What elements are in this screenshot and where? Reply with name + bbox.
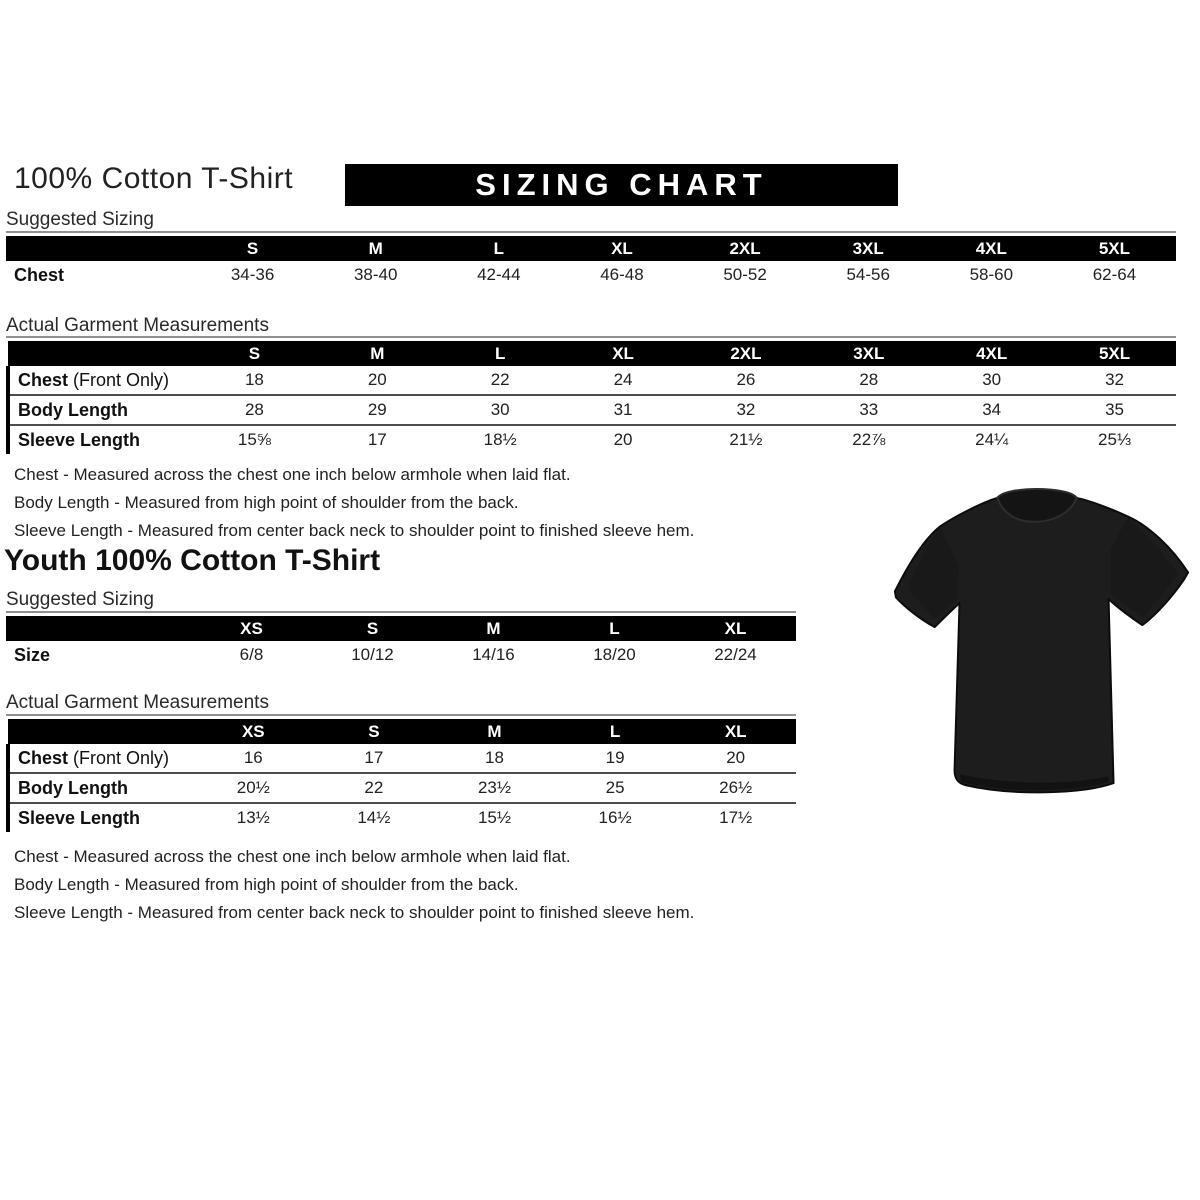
size-cell: 25⅓ (1098, 430, 1132, 449)
size-cell: 22/24 (714, 645, 757, 664)
size-cell: 15½ (477, 808, 512, 827)
size-cell: 18 (485, 748, 504, 767)
adult-suggested-table (6, 236, 1176, 289)
size-cell: 58-60 (969, 265, 1014, 284)
adult-suggested-sizing-label: Suggested Sizing (6, 209, 154, 230)
adult-actual-table-wrap (6, 336, 1176, 454)
size-cell: 26 (736, 370, 756, 389)
youth-suggested-sizing-label: Suggested Sizing (6, 589, 154, 610)
size-cell: 19 (605, 748, 625, 767)
corner-cell (8, 719, 193, 744)
row-label: Chest (14, 264, 65, 285)
size-cell: 22 (490, 370, 510, 389)
column-header: S (191, 236, 314, 261)
youth-measurement-notes (14, 843, 694, 927)
row-label: Chest (Front Only) (8, 366, 193, 395)
size-cell: 20 (367, 370, 387, 389)
row-label: Size (14, 644, 51, 665)
column-header: M (433, 616, 554, 641)
column-header: L (555, 719, 676, 744)
column-header: 5XL (1053, 341, 1176, 366)
column-header: S (193, 341, 316, 366)
size-cell: 42-44 (477, 265, 521, 284)
note-line: Body Length - Measured from high point of shoulder from the back. (14, 875, 519, 894)
column-header: 3XL (807, 341, 930, 366)
size-cell: 28 (244, 400, 264, 419)
note-line: Sleeve Length - Measured from center back neck to shoulder point to finished sleeve hem. (14, 521, 695, 540)
size-cell: 20 (726, 748, 746, 767)
size-cell: 16½ (598, 808, 632, 827)
size-cell: 32 (736, 400, 756, 419)
table-row (8, 803, 796, 832)
adult-suggested-table-wrap (6, 231, 1176, 289)
adult-measurement-notes (14, 461, 694, 545)
size-cell: 14½ (357, 808, 391, 827)
adult-actual-measurements-label: Actual Garment Measurements (6, 315, 269, 336)
table-row (8, 773, 796, 803)
column-header: S (314, 719, 435, 744)
size-cell: 62-64 (1092, 265, 1137, 284)
size-cell: 33 (859, 400, 879, 419)
size-cell: 18½ (483, 430, 517, 449)
header-row (6, 616, 796, 641)
note-line: Body Length - Measured from high point of shoulder from the back. (14, 493, 519, 512)
size-cell: 32 (1105, 370, 1125, 389)
row-label: Sleeve Length (8, 803, 193, 832)
table-row (6, 261, 1176, 289)
column-header: XL (675, 719, 796, 744)
table-row (8, 366, 1176, 395)
row-label: Body Length (8, 773, 193, 803)
row-label-suffix: (Front Only) (68, 369, 170, 390)
column-header: M (434, 719, 555, 744)
size-cell: 17½ (719, 808, 753, 827)
column-header: XL (562, 341, 685, 366)
size-cell: 31 (613, 400, 633, 419)
youth-title: Youth 100% Cotton T-Shirt (4, 544, 381, 577)
column-header: 3XL (807, 236, 930, 261)
table-row (8, 395, 1176, 425)
header-row (8, 341, 1176, 366)
black-tshirt-image (882, 470, 1200, 818)
row-label: Body Length (8, 395, 193, 425)
size-cell: 10/12 (351, 645, 394, 664)
column-header: XS (191, 616, 312, 641)
row-label: Sleeve Length (8, 425, 193, 454)
size-cell: 22⅞ (852, 430, 886, 449)
size-cell: 18/20 (593, 645, 636, 664)
note-line: Chest - Measured across the chest one inch below armhole when laid flat. (14, 465, 571, 484)
size-cell: 30 (490, 400, 510, 419)
header-row (8, 719, 796, 744)
column-header: M (316, 341, 439, 366)
size-cell: 50-52 (723, 265, 767, 284)
size-cell: 22 (364, 778, 384, 797)
header-row (6, 236, 1176, 261)
size-cell: 17 (367, 430, 387, 449)
column-header: L (437, 236, 560, 261)
size-cell: 15⅝ (237, 430, 271, 449)
column-header: 4XL (930, 236, 1053, 261)
size-cell: 13½ (236, 808, 270, 827)
youth-suggested-table (6, 616, 796, 669)
note-line: Chest - Measured across the chest one inch below armhole when laid flat. (14, 847, 571, 866)
column-header: 2XL (684, 236, 807, 261)
size-cell: 46-48 (600, 265, 644, 284)
size-cell: 6/8 (239, 645, 264, 664)
size-cell: 21½ (729, 430, 763, 449)
youth-actual-table-wrap (6, 714, 796, 832)
size-cell: 28 (859, 370, 879, 389)
adult-actual-table (6, 341, 1176, 454)
adult-title: 100% Cotton T-Shirt (14, 162, 294, 195)
column-header: S (312, 616, 433, 641)
size-cell: 20 (613, 430, 633, 449)
size-cell: 30 (982, 370, 1002, 389)
size-cell: 34-36 (230, 265, 275, 284)
size-cell: 26½ (719, 778, 753, 797)
size-cell: 23½ (477, 778, 512, 797)
column-header: M (314, 236, 437, 261)
youth-actual-table (6, 719, 796, 832)
size-cell: 29 (367, 400, 387, 419)
row-label: Chest (Front Only) (8, 744, 193, 773)
column-header: 5XL (1053, 236, 1176, 261)
note-line: Sleeve Length - Measured from center back neck to shoulder point to finished sleeve hem. (14, 903, 695, 922)
size-cell: 14/16 (472, 645, 515, 664)
corner-cell (8, 341, 193, 366)
row-label-suffix: (Front Only) (68, 747, 170, 768)
size-cell: 25 (605, 778, 625, 797)
size-cell: 20½ (236, 778, 270, 797)
youth-suggested-table-wrap (6, 611, 796, 669)
size-cell: 18 (244, 370, 264, 389)
column-header: L (439, 341, 562, 366)
column-header: L (554, 616, 675, 641)
column-header: XS (193, 719, 314, 744)
corner-cell (6, 236, 191, 261)
table-row (8, 425, 1176, 454)
column-header: 4XL (930, 341, 1053, 366)
table-row (8, 744, 796, 773)
size-cell: 16 (243, 748, 263, 767)
column-header: XL (675, 616, 796, 641)
table-row (6, 641, 796, 669)
size-cell: 34 (982, 400, 1002, 419)
size-cell: 24 (613, 370, 633, 389)
size-cell: 38-40 (353, 265, 398, 284)
corner-cell (6, 616, 191, 641)
size-cell: 54-56 (846, 265, 890, 284)
sizing-chart-banner: SIZING CHART (345, 164, 898, 206)
size-cell: 17 (364, 748, 384, 767)
size-cell: 35 (1105, 400, 1125, 419)
column-header: XL (560, 236, 683, 261)
youth-actual-measurements-label: Actual Garment Measurements (6, 692, 269, 713)
column-header: 2XL (685, 341, 808, 366)
size-cell: 24¼ (975, 430, 1009, 449)
